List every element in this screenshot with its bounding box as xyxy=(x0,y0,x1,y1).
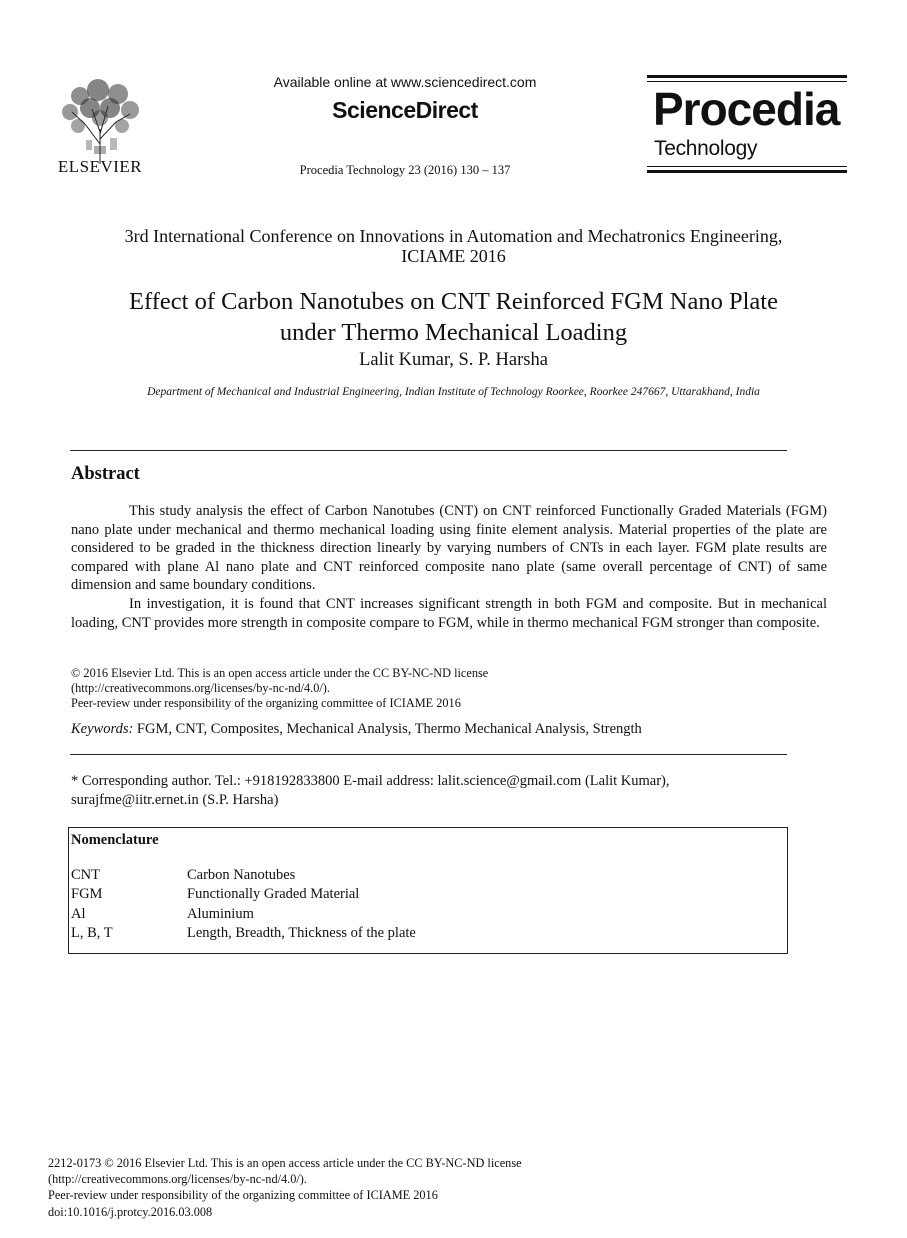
corresponding-author: * Corresponding author. Tel.: +918192833800 E-mail address: lalit.science@gmail.com (Lalit Kumar), surajfme@iitr.ernet.in (S.P. Harsha) xyxy=(71,773,670,808)
divider xyxy=(70,754,787,755)
logo-rule-bottom-thin xyxy=(647,166,847,167)
nomenclature-row xyxy=(71,924,416,943)
abstract-body xyxy=(71,502,827,632)
paper-title: Effect of Carbon Nanotubes on CNT Reinforced FGM Nano Plate under Thermo Mechanical Loading xyxy=(129,288,778,346)
paper-authors: Lalit Kumar, S. P. Harsha xyxy=(359,350,548,370)
nomenclature-abbr: CNT xyxy=(71,867,100,883)
nomenclature-abbr: FGM xyxy=(71,886,103,903)
license-link[interactable]: (http://creativecommons.org/licenses/by-nc-nd/4.0/). xyxy=(71,681,330,695)
nomenclature-meaning: Carbon Nanotubes xyxy=(187,867,296,883)
procedia-logo-subtitle: Technology xyxy=(654,137,758,160)
logo-rule-bottom xyxy=(647,170,847,173)
nomenclature-abbr: Al xyxy=(71,905,86,922)
keywords xyxy=(71,721,827,738)
logo-rule-top xyxy=(647,75,847,78)
footer-license-link[interactable]: (http://creativecommons.org/licenses/by-nc-nd/4.0/). xyxy=(48,1172,307,1187)
nomenclature-meaning: Aluminium xyxy=(187,905,254,922)
sciencedirect-logo[interactable]: ScienceDirect xyxy=(332,97,478,123)
logo-rule-top-thin xyxy=(647,81,847,82)
nomenclature-meaning: Length, Breadth, Thickness of the plate xyxy=(187,925,416,942)
abstract-heading: Abstract xyxy=(71,464,140,484)
nomenclature-list xyxy=(71,866,416,944)
keywords-value: FGM, CNT, Composites, Mechanical Analysis, Thermo Mechanical Analysis, Strength xyxy=(136,721,642,737)
divider xyxy=(70,450,787,451)
conference-name: 3rd International Conference on Innovations in Automation and Mechatronics Engineering, ICIAME 2016 xyxy=(124,226,783,266)
abstract-paragraph: This study analysis the effect of Carbon Nanotubes (CNT) on CNT reinforced Functionally Graded Materials (FGM) nano plate under mechanical and thermo mechanical loading using finite element analysis. Material properties of the plate are considered to be graded in the thickness direction linearly by varying numbers of CNTs in each layer. FGM plate results are compared with plane Al nano plate and CNT reinforced composite nano plate (same overall percentage of CNT) of same dimension and same boundary conditions. xyxy=(71,503,827,594)
publisher-name: ELSEVIER xyxy=(57,157,143,176)
page-footer: 2212-0173 © 2016 Elsevier Ltd. This is an open access article under the CC BY-NC-ND license (http://creativecommons.org/licenses/by-nc-nd/4.0/). Peer-review under responsibility of the organizing committee of ICIAME 2016 doi:10.1016/j.protcy.2016.03.008 xyxy=(48,1155,828,1220)
abstract-paragraph: In investigation, it is found that CNT increases significant strength in both FGM and composite. But in mechanical loading, CNT provides more strength in composite compare to FGM, while in thermo mechanical FGM stronger than composite. xyxy=(71,595,827,631)
nomenclature-heading: Nomenclature xyxy=(71,832,159,848)
author-affiliation: Department of Mechanical and Industrial Engineering, Indian Institute of Technology Roorkee, Roorkee 247667, Uttarakhand, India xyxy=(147,386,760,398)
nomenclature-row xyxy=(71,905,416,924)
nomenclature-row xyxy=(71,885,416,904)
journal-reference: Procedia Technology 23 (2016) 130 – 137 xyxy=(299,163,511,177)
doi[interactable]: doi:10.1016/j.protcy.2016.03.008 xyxy=(48,1204,213,1219)
nomenclature-abbr: L, B, T xyxy=(71,925,113,942)
nomenclature-row xyxy=(71,866,416,885)
nomenclature-meaning: Functionally Graded Material xyxy=(187,886,360,903)
available-online-link[interactable]: Available online at www.sciencedirect.com xyxy=(273,74,537,90)
procedia-logo: Procedia xyxy=(653,83,840,135)
keywords-label: Keywords: xyxy=(71,721,134,737)
license-notice: © 2016 Elsevier Ltd. This is an open access article under the CC BY-NC-ND license (http://creativecommons.org/licenses/by-nc-nd/4.0/). Peer-review under responsibility of the organizing committee of ICIAME 2016 xyxy=(71,666,827,711)
